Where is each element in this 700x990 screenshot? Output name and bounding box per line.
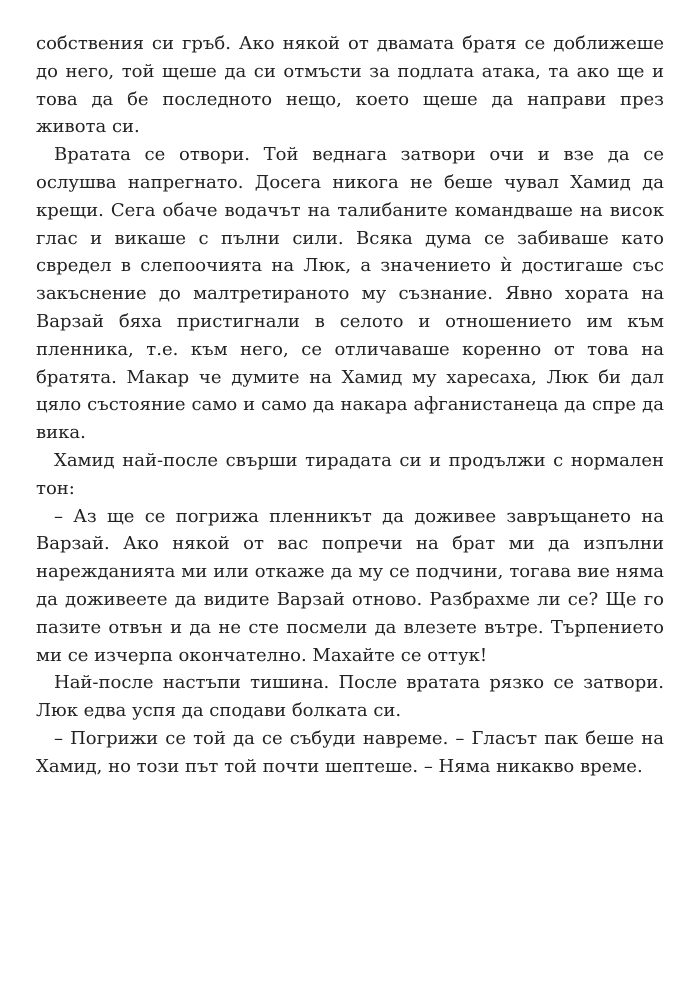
paragraph-4: – Аз ще се погрижа пленникът да доживее завръщането на Варзай. Ако някой от вас попречи на брат ми да изпълни нарежданията ми или откаже да му се подчини, тогава вие няма да доживеете да видите Варзай отново. Разбрахме ли се? Ще го пазите отвън и да не сте посмели да влезете вътре. Търпението ми се изчерпа окончателно. Махайте се оттук!: [36, 505, 664, 666]
page-text: [36, 30, 664, 781]
paragraph-5: Най-после настъпи тишина. После вратата рязко се затвори. Люк едва успя да сподави болката си.: [36, 672, 664, 722]
paragraph-6: – Погрижи се той да се събуди навреме. – Гласът пак беше на Хамид, но този път той почти шептеше. – Няма никакво време.: [36, 727, 664, 777]
paragraph-1: собствения си гръб. Ако някой от двамата братя се доближеше до него, той щеше да си отмъсти за подлата атака, та ако ще и това да бе последното нещо, което щеше да направи през живота си.: [36, 33, 664, 138]
paragraph-2: Вратата се отвори. Той веднага затвори очи и взе да се ослушва напрегнато. Досега никога не беше чувал Хамид да крещи. Сега обаче водачът на талибаните командваше на висок глас и викаше с пълни сили. Всяка дума се забиваше като свредел в слепоочията на Люк, а значението ѝ достигаше със закъснение до малтретираното му съзнание. Явно хората на Варзай бяха пристигнали в селото и отношението им към пленника, т.е. към него, се отличаваше коренно от това на братята. Макар че думите на Хамид му харесаха, Люк би дал цяло състояние само и само да накара афганистанеца да спре да вика.: [36, 144, 664, 444]
paragraph-3: Хамид най-после свърши тирадата си и продължи с нормален тон:: [36, 449, 664, 499]
